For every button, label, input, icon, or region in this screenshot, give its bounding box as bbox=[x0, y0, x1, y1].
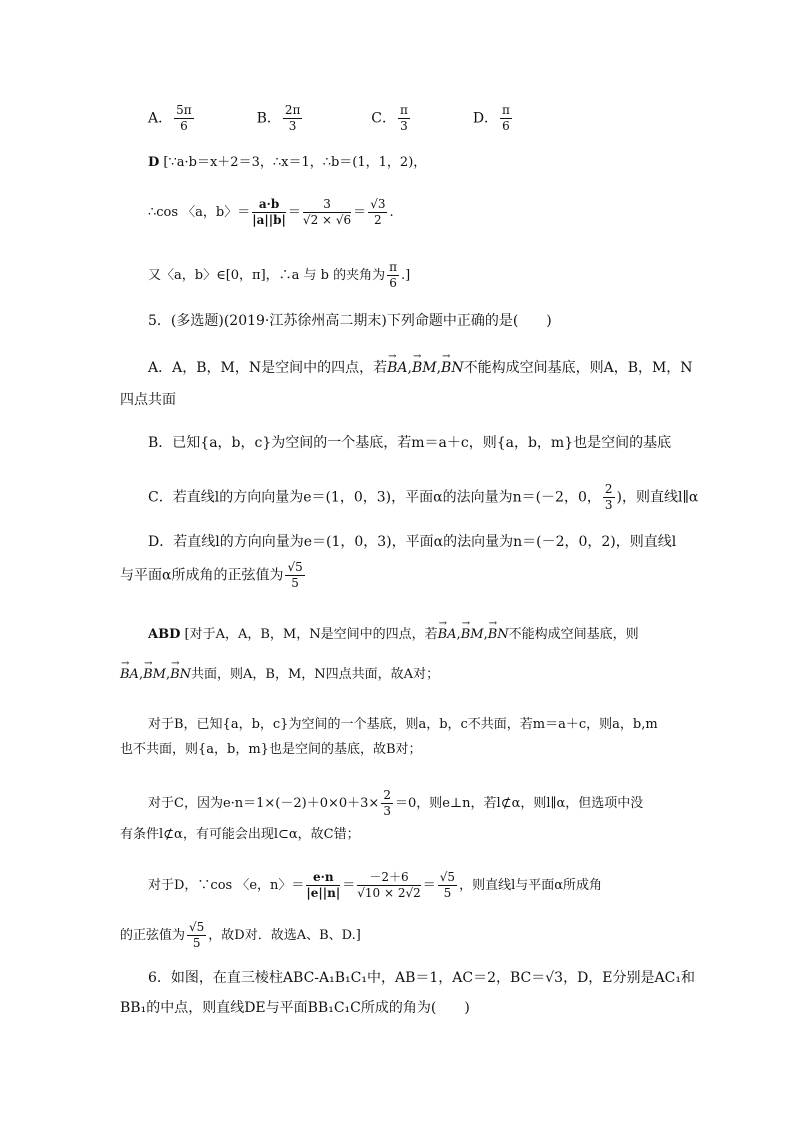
prev-solution-line-1: D [∵a·b＝x＋2＝3，∴x＝1，∴b＝(1，1，2)， bbox=[148, 155, 427, 170]
prev-options bbox=[148, 103, 514, 134]
q5-solution-line-1: ABD [对于A，A，B，M，N是空间中的四点，若→ BA,→ BM,→ BN不能构成空间基底，则 bbox=[148, 625, 639, 645]
q6-line-2: BB₁的中点，则直线DE与平面BB₁C₁C所成的角为( ) bbox=[120, 1000, 470, 1016]
q5-option-c: C．若直线l的方向向量为e＝(1，0，3)，平面α的法向量为n＝(－2，0， $\frac{2}{3}$ )，则直线l∥α bbox=[148, 482, 699, 512]
cos-fraction-3: $\frac{√3}{2}$ bbox=[370, 197, 386, 227]
option-d-label: D． bbox=[472, 110, 499, 127]
prev-solution-line-3: 又〈a，b〉∈[0，π]，∴a 与 b 的夹角为 $\frac{\pi}{6}$ .] bbox=[148, 260, 411, 290]
d-fraction: $\frac{√5}{5}$ bbox=[287, 560, 303, 590]
option-d-fraction: $\frac{\pi}{6}$ bbox=[502, 103, 510, 133]
line5-fraction: $\frac{2}{3}$ bbox=[383, 788, 391, 818]
q5-option-b: B．已知{a，b，c}为空间的一个基底，若m＝a＋c，则{a，b，m}也是空间的基底 bbox=[148, 435, 672, 451]
option-c-fraction: $\frac{\pi}{3}$ bbox=[400, 103, 408, 133]
option-a-fraction: $\frac{5\pi}{6}$ bbox=[176, 103, 192, 133]
q5-solution-line-6: 有条件l⊄α，有可能会出现l⊂α，故C错； bbox=[120, 827, 360, 842]
q5-solution-line-2: → BA,→ BM,→ BN共面，则A，B，M，N四点共面，故A对； bbox=[120, 665, 439, 685]
sine-fraction: $\frac{√5}{5}$ bbox=[189, 920, 205, 950]
c-fraction: $\frac{2}{3}$ bbox=[604, 482, 613, 512]
q5-option-d: D．若直线l的方向向量为e＝(1，0，3)，平面α的法向量为n＝(－2，0，2)，则直线l bbox=[148, 534, 677, 550]
angle-fraction: $\frac{\pi}{6}$ bbox=[389, 260, 398, 290]
q5-solution-line-5: 对于C，因为e·n＝1×(－2)＋0×0＋3× $\frac{2}{3}$ ＝0，则e⊥n，若l⊄α，则l∥α，但选项中没 bbox=[148, 788, 644, 818]
q5-answer: ABD bbox=[148, 627, 181, 642]
cos-fraction-1: $\frac{a\cdot b}{|a||b|}$ bbox=[252, 197, 286, 227]
cos-fraction-2: $\frac{3}{√2 \times √6}$ bbox=[302, 197, 352, 227]
cos-en-value-fraction: $\frac{-2+6}{√10 \times 2√2}$ bbox=[357, 870, 421, 900]
option-b-fraction: $\frac{2\pi}{3}$ bbox=[284, 103, 301, 133]
option-b-label: B． bbox=[256, 110, 281, 127]
option-a-label: A． bbox=[148, 110, 173, 127]
prev-solution-line-2: ∴cos 〈a，b〉＝ $\frac{a\cdot b}{|a||b|}$ ＝ $\frac{3}{√2 \times √6}$ ＝ $\frac{√3}{2}$ . bbox=[148, 197, 394, 227]
q5-option-d-cont: 与平面α所成角的正弦值为 $\frac{√5}{5}$ bbox=[120, 560, 303, 590]
option-c-label: C． bbox=[371, 110, 397, 127]
q6-line-1: 6．如图，在直三棱柱ABC-A₁B₁C₁中，AB＝1，AC＝2，BC＝√3，D，E分别是AC₁和 bbox=[148, 970, 695, 986]
cos-en-result-fraction: $\frac{√5}{5}$ bbox=[439, 870, 456, 900]
cos-en-fraction: $\frac{e\cdot n}{|e||n|}$ bbox=[306, 870, 341, 900]
q5-solution-line-8: 的正弦值为 $\frac{√5}{5}$ ，故D对．故选A、B、D.] bbox=[120, 920, 361, 950]
prev-answer: D bbox=[148, 155, 160, 170]
q5-solution-line-3: 对于B，已知{a，b，c}为空间的一个基底，则a，b，c不共面，若m＝a＋c，则a，b,m bbox=[148, 717, 658, 732]
q5-stem: 5．(多选题)(2019·江苏徐州高二期末)下列命题中正确的是( ) bbox=[148, 313, 552, 329]
q5-solution-line-4: 也不共面，则{a，b，m}也是空间的基底，故B对； bbox=[120, 742, 422, 757]
q5-solution-line-7: 对于D，∵cos 〈e，n〉＝ $\frac{e\cdot n}{|e||n|}$ ＝ $\frac{-2+6}{√10 \times 2√2}$ ＝ $\frac{√5}{5}$ ，则直线l与平面α所成角 bbox=[148, 870, 602, 900]
q5-option-a-cont: 四点共面 bbox=[120, 392, 176, 408]
q5-option-a: A．A，B，M，N是空间中的四点，若→ BA,→ BM,→ BN不能构成空间基底，则A，B，M，N bbox=[148, 358, 693, 378]
